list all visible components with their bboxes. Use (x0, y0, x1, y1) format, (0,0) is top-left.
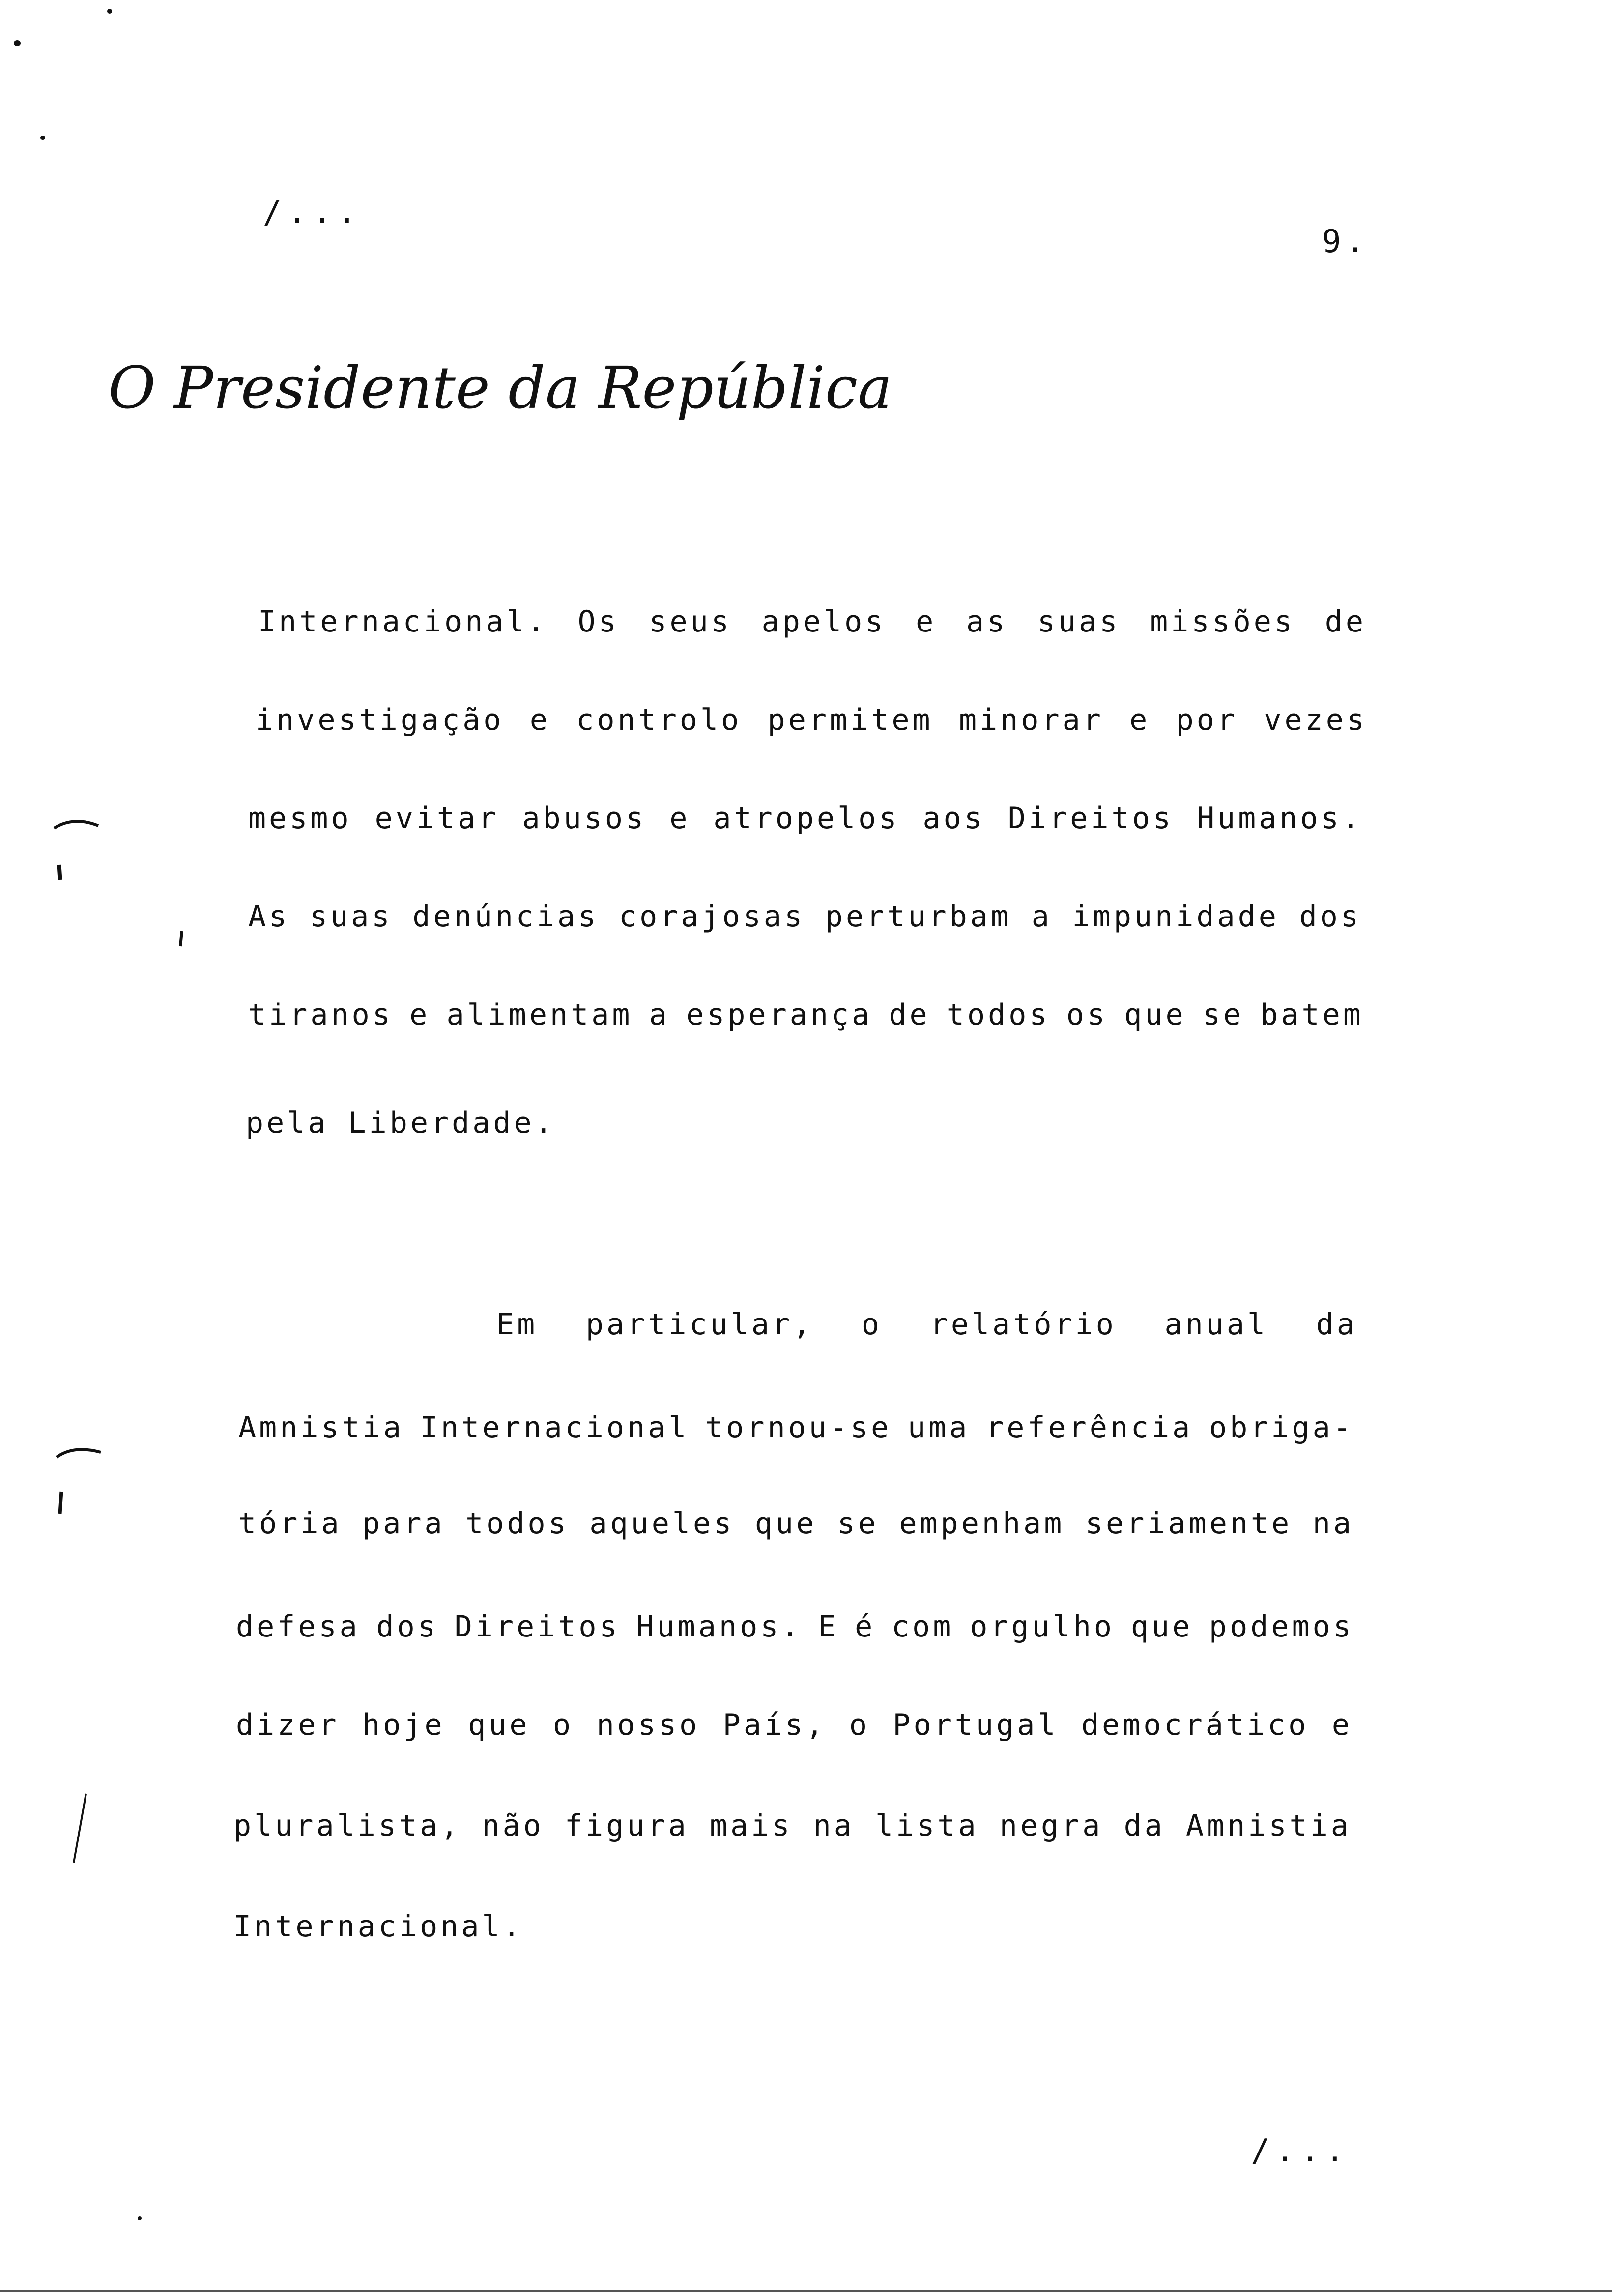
word: denúncias (412, 899, 599, 934)
word: investigação (256, 703, 504, 737)
word: se (837, 1506, 879, 1541)
word: que (1130, 1609, 1193, 1644)
word: na (1312, 1506, 1354, 1541)
word: lista (875, 1808, 979, 1843)
word: não (482, 1808, 544, 1843)
word: se (1202, 998, 1244, 1032)
word: Em (496, 1307, 538, 1342)
paragraph-line (236, 1705, 1353, 1745)
margin-slash-mark (64, 1789, 93, 1867)
word: o (861, 1307, 883, 1342)
continuation-marker-top: /... (263, 194, 363, 230)
word: que (468, 1708, 530, 1742)
word: pluralista, (233, 1808, 461, 1843)
paragraph-line (248, 799, 1362, 838)
letterhead (103, 344, 892, 442)
letterhead-script (103, 344, 892, 442)
word: e (669, 801, 691, 835)
word: Humanos. (1196, 801, 1362, 835)
paragraph-line (248, 995, 1364, 1034)
word: Internacional (420, 1410, 690, 1445)
word: dizer (236, 1708, 340, 1742)
word: figura (565, 1808, 689, 1843)
word: dos (1299, 899, 1361, 934)
word: por (1176, 703, 1238, 737)
word: e (1331, 1708, 1353, 1742)
word: tória (238, 1506, 342, 1541)
word: para (362, 1506, 445, 1541)
word: relatório (930, 1307, 1117, 1342)
word: defesa (236, 1609, 360, 1644)
word: e (1129, 703, 1151, 737)
word: aqueles (589, 1506, 735, 1541)
continuation-marker-bottom: /... (1251, 2133, 1351, 2169)
paragraph-line (238, 1504, 1354, 1543)
word: pela (246, 1106, 329, 1140)
word: Liberdade. (348, 1106, 555, 1140)
word: empenham (899, 1506, 1065, 1541)
word: o (849, 1708, 870, 1742)
word: obriga- (1209, 1410, 1354, 1445)
margin-bracket-mark (49, 1430, 118, 1523)
word: na (813, 1808, 855, 1843)
margin-tick-mark (174, 929, 189, 948)
paragraph-line (248, 897, 1361, 936)
paragraph-line (258, 602, 1366, 641)
margin-bracket-mark (44, 806, 113, 885)
word: suas (1037, 604, 1121, 639)
word: e (409, 998, 431, 1032)
word: controlo (576, 703, 742, 737)
paragraph-line (256, 700, 1367, 740)
word: seus (649, 604, 732, 639)
word: aos (922, 801, 985, 835)
word: e (529, 703, 550, 737)
word: permitem (767, 703, 933, 737)
word: alimentam (446, 998, 633, 1032)
word: anual (1164, 1307, 1268, 1342)
word: é (855, 1609, 876, 1644)
letterhead-text: O Presidente da República (108, 354, 892, 422)
scan-bottom-edge (0, 2290, 1612, 2292)
word: abusos (522, 801, 647, 835)
word: de (889, 998, 930, 1032)
word: apelos (761, 604, 886, 639)
word: Portugal (892, 1708, 1059, 1742)
word: Os (577, 604, 619, 639)
word: seriamente (1085, 1506, 1293, 1541)
word: Amnistia (1185, 1808, 1352, 1843)
word: que (1124, 998, 1186, 1032)
word: podemos (1209, 1609, 1354, 1644)
word: evitar (374, 801, 499, 835)
word: Direitos (454, 1609, 620, 1644)
word: esperança (686, 998, 873, 1032)
paragraph-line (496, 1305, 1357, 1344)
word: mesmo (248, 801, 352, 835)
word: nosso (596, 1708, 700, 1742)
word: a (1031, 899, 1052, 934)
paragraph-line (233, 1806, 1352, 1845)
word: missões (1150, 604, 1295, 639)
word: impunidade (1072, 899, 1279, 934)
word: As (248, 899, 290, 934)
paragraph-line (246, 1103, 835, 1143)
word: da (1316, 1307, 1357, 1342)
word: batem (1260, 998, 1364, 1032)
word: a (649, 998, 670, 1032)
word: democrático (1081, 1708, 1309, 1742)
word: uma (907, 1410, 970, 1445)
word: Direitos (1008, 801, 1174, 835)
word: o (553, 1708, 574, 1742)
paragraph-line (233, 1907, 823, 1946)
word: todos (465, 1506, 569, 1541)
word: perturbam (825, 899, 1012, 934)
word: corajosas (619, 899, 806, 934)
word: da (1123, 1808, 1165, 1843)
word: que (754, 1506, 817, 1541)
word: Internacional. (258, 604, 548, 639)
scan-speck (40, 136, 45, 140)
word: Amnistia (238, 1410, 404, 1445)
word: minorar (958, 703, 1104, 737)
page-number: 9. (1322, 224, 1370, 260)
paragraph-line (238, 1408, 1354, 1447)
word: com (892, 1609, 954, 1644)
word: de (1324, 604, 1366, 639)
word: e (916, 604, 937, 639)
word: orgulho (970, 1609, 1115, 1644)
scan-speck (107, 9, 112, 14)
word: dos (376, 1609, 438, 1644)
word: negra (999, 1808, 1103, 1843)
word: hoje (362, 1708, 445, 1742)
word: Internacional. (233, 1909, 523, 1944)
word: todos (946, 998, 1050, 1032)
word: tiranos (248, 998, 393, 1032)
paragraph-line (236, 1607, 1354, 1646)
word: tornou-se (705, 1410, 892, 1445)
word: as (966, 604, 1008, 639)
word: mais (709, 1808, 793, 1843)
word: suas (309, 899, 393, 934)
word: particular, (585, 1307, 814, 1342)
scan-speck (138, 2216, 142, 2220)
scan-speck (14, 40, 21, 46)
word: referência (986, 1410, 1193, 1445)
word: Humanos. (636, 1609, 802, 1644)
word: País, (722, 1708, 827, 1742)
word: atropelos (713, 801, 900, 835)
word: vezes (1264, 703, 1367, 737)
word: E (818, 1609, 839, 1644)
word: os (1066, 998, 1108, 1032)
